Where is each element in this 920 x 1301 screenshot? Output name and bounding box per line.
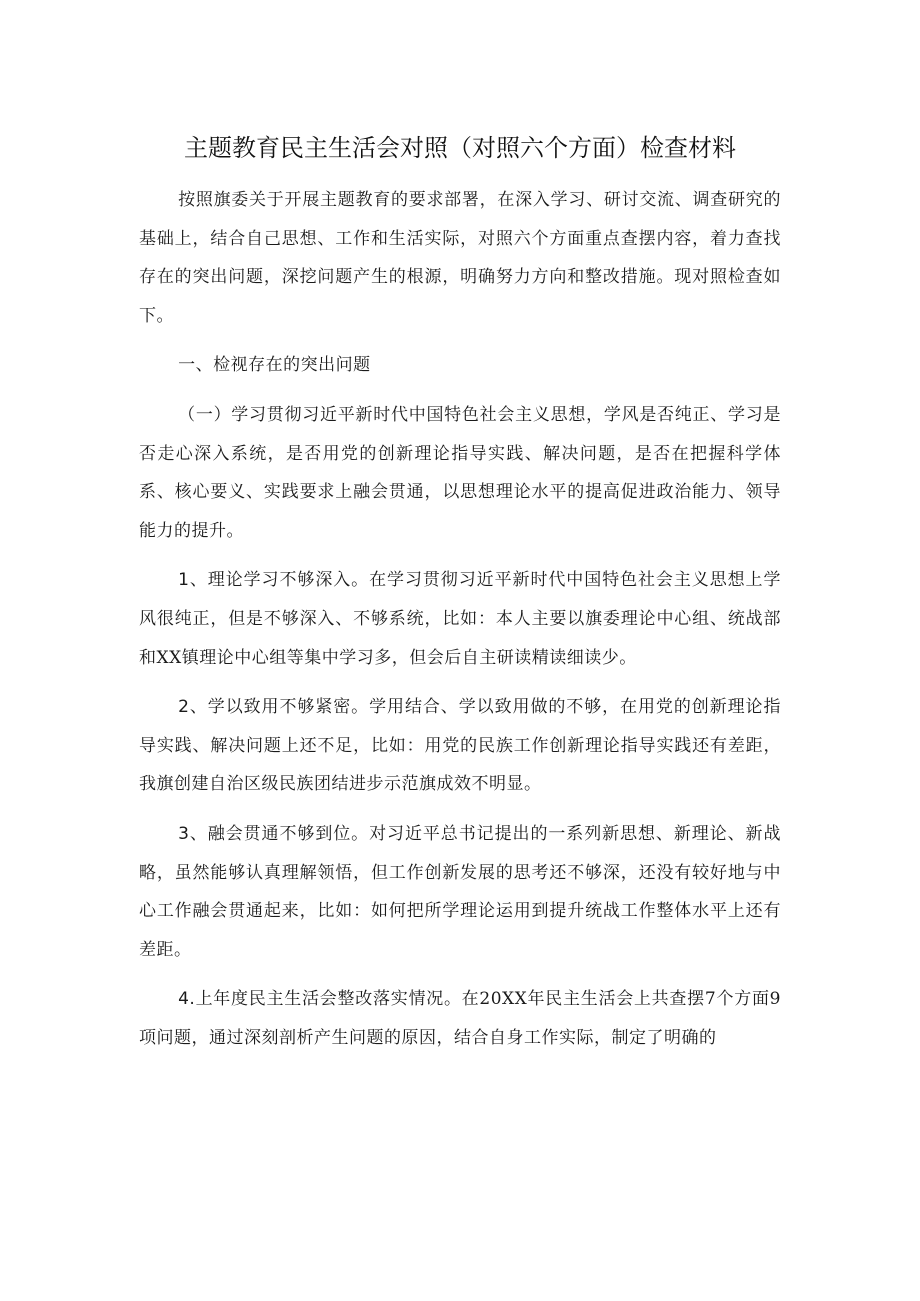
intro-paragraph — [139, 181, 781, 346]
subsection-paragraph — [139, 396, 781, 561]
paragraph-lead: 1、 — [178, 570, 208, 591]
paragraph-lead: 2、 — [178, 697, 208, 718]
list-item-paragraph — [139, 980, 781, 1068]
paragraph-text: 融会贯通不够到位。对习近平总书记提出的一系列新思想、新理论、新战略，虽然能够认真理解领悟，但工作创新发展的思考还不够深，还没有较好地与中心工作融会贯通起来，比如：如何把所学理论运用到提升统战工作整体水平上还有差距。 — [139, 823, 781, 960]
paragraph-text: 上年度民主生活会整改落实情况。在20XX年民主生活会上共查摆7个方面9项问题，通过深刻剖析产生问题的原因，结合自身工作实际，制定了明确的 — [139, 989, 781, 1048]
document-title: 主题教育民主生活会对照（对照六个方面）检查材料 — [184, 134, 736, 162]
paragraph-text: （一）学习贯彻习近平新时代中国特色社会主义思想，学风是否纯正、学习是否走心深入系统，是否用党的创新理论指导实践、解决问题，是否在把握科学体系、核心要义、实践要求上融会贯通，以思想理论水平的提高促进政治能力、领导能力的提升。 — [139, 404, 781, 541]
paragraph-text: 理论学习不够深入。在学习贯彻习近平新时代中国特色社会主义思想上学风很纯正，但是不够深入、不够系统，比如：本人主要以旗委理论中心组、统战部和XX镇理论中心组等集中学习多，但会后自主研读精读细读少。 — [139, 570, 781, 668]
paragraph-lead: 4. — [178, 989, 196, 1010]
section-heading — [139, 346, 781, 396]
list-item-paragraph — [139, 561, 781, 688]
list-item-paragraph — [139, 688, 781, 815]
document-body — [139, 181, 781, 1068]
list-item-paragraph — [139, 815, 781, 980]
paragraph-text: 一、检视存在的突出问题 — [178, 355, 371, 376]
paragraph-lead: 3、 — [178, 823, 208, 844]
paragraph-text: 按照旗委关于开展主题教育的要求部署，在深入学习、研讨交流、调查研究的基础上，结合自己思想、工作和生活实际，对照六个方面重点查摆内容，着力查找存在的突出问题，深挖问题产生的根源，明确努力方向和整改措施。现对照检查如下。 — [139, 190, 781, 326]
paragraph-text: 学以致用不够紧密。学用结合、学以致用做的不够，在用党的创新理论指导实践、解决问题上还不足，比如：用党的民族工作创新理论指导实践还有差距，我旗创建自治区级民族团结进步示范旗成效不明显。 — [139, 697, 781, 795]
